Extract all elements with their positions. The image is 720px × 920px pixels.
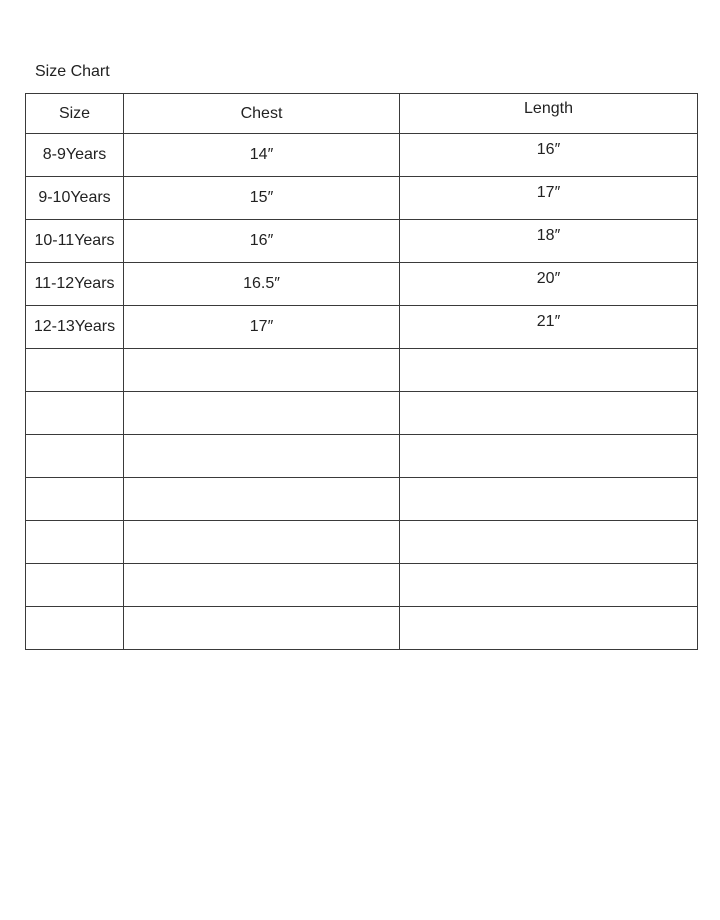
length-cell: 18″	[400, 220, 698, 263]
empty-cell	[400, 607, 698, 650]
size-cell: 9-10Years	[26, 177, 124, 220]
empty-cell	[26, 607, 124, 650]
size-cell: 12-13Years	[26, 306, 124, 349]
empty-row	[26, 607, 698, 650]
empty-cell	[26, 564, 124, 607]
empty-row	[26, 349, 698, 392]
empty-cell	[400, 478, 698, 521]
length-cell: 16″	[400, 134, 698, 177]
table-row	[26, 306, 698, 349]
table-row	[26, 177, 698, 220]
empty-row	[26, 435, 698, 478]
empty-cell	[400, 521, 698, 564]
empty-cell	[26, 349, 124, 392]
size-cell: 8-9Years	[26, 134, 124, 177]
empty-cell	[26, 478, 124, 521]
header-row	[26, 94, 698, 134]
empty-cell	[124, 392, 400, 435]
empty-cell	[400, 392, 698, 435]
length-cell: 21″	[400, 306, 698, 349]
table-row	[26, 220, 698, 263]
header-size: Size	[26, 94, 124, 134]
empty-cell	[400, 349, 698, 392]
empty-row	[26, 564, 698, 607]
empty-row	[26, 478, 698, 521]
length-cell: 20″	[400, 263, 698, 306]
empty-cell	[124, 564, 400, 607]
size-cell: 11-12Years	[26, 263, 124, 306]
empty-cell	[124, 521, 400, 564]
size-chart-table	[25, 93, 698, 650]
chest-cell: 16.5″	[124, 263, 400, 306]
size-cell: 10-11Years	[26, 220, 124, 263]
empty-cell	[124, 349, 400, 392]
length-cell: 17″	[400, 177, 698, 220]
chest-cell: 16″	[124, 220, 400, 263]
chest-cell: 17″	[124, 306, 400, 349]
header-length: Length	[400, 94, 698, 134]
size-chart-title: Size Chart	[35, 63, 110, 80]
empty-cell	[124, 607, 400, 650]
empty-row	[26, 392, 698, 435]
empty-cell	[124, 478, 400, 521]
chest-cell: 14″	[124, 134, 400, 177]
table-row	[26, 134, 698, 177]
table-row	[26, 263, 698, 306]
empty-cell	[124, 435, 400, 478]
empty-cell	[400, 435, 698, 478]
empty-cell	[26, 435, 124, 478]
empty-cell	[26, 521, 124, 564]
header-chest: Chest	[124, 94, 400, 134]
empty-cell	[400, 564, 698, 607]
empty-row	[26, 521, 698, 564]
empty-cell	[26, 392, 124, 435]
chest-cell: 15″	[124, 177, 400, 220]
